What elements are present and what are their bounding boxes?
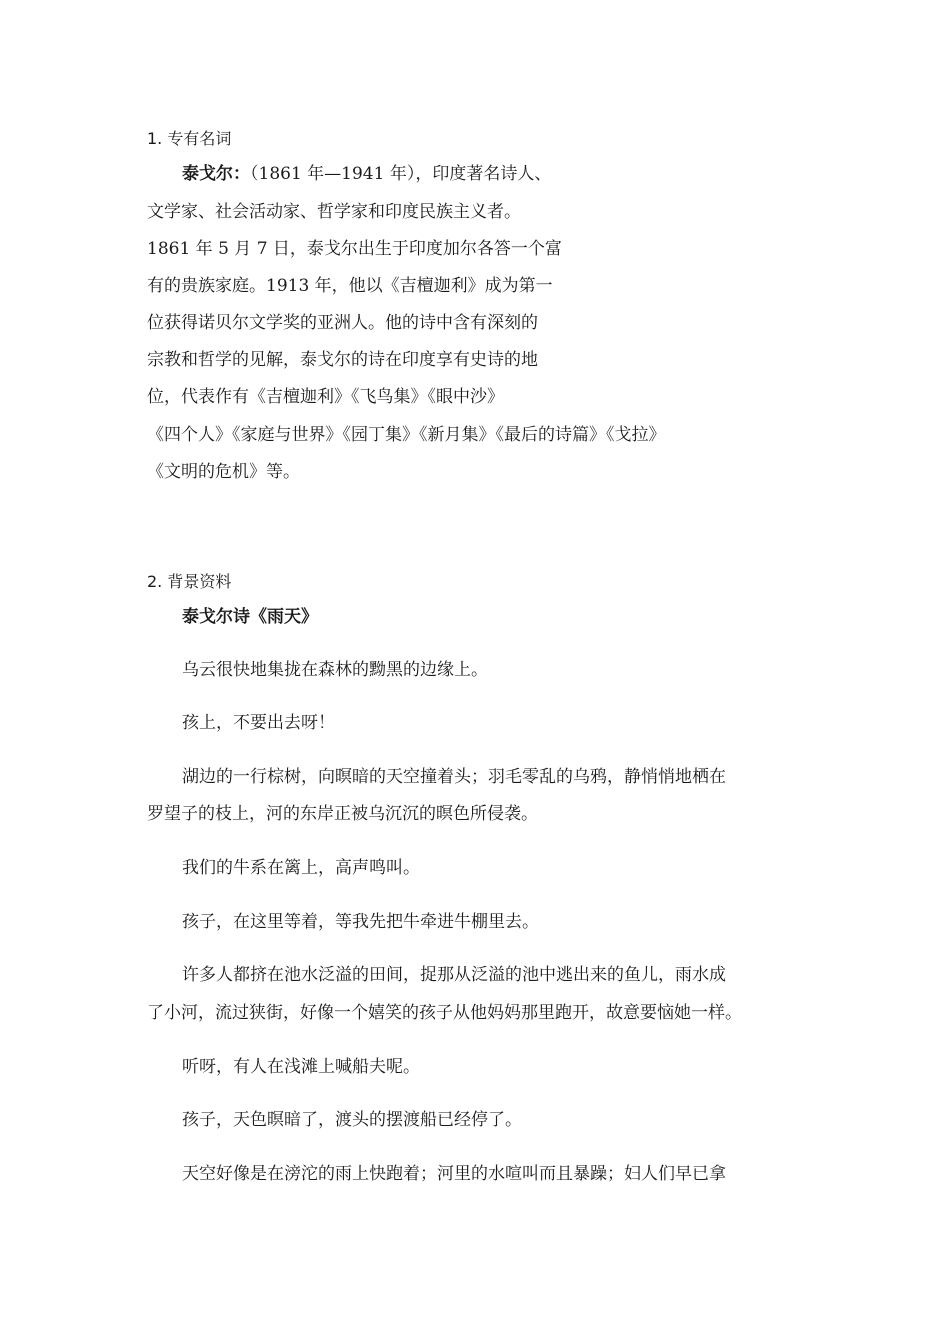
poem-line: 许多人都挤在池水泛溢的田间，捉那从泛溢的池中逃出来的鱼儿，雨水成 bbox=[182, 965, 726, 985]
poem-line: 孩上，不要出去呀！ bbox=[182, 713, 335, 733]
term-line: 《四个人》《家庭与世界》《园丁集》《新月集》《最后的诗篇》《戈拉》 bbox=[147, 425, 666, 445]
term-paragraph-first-line bbox=[182, 162, 551, 186]
section-1-heading: 1. 专有名词 bbox=[147, 129, 232, 148]
term-line: 《文明的危机》等。 bbox=[147, 462, 300, 482]
poem-line: 了小河，流过狭街，好像一个嬉笑的孩子从他妈妈那里跑开，故意要恼她一样。 bbox=[147, 1003, 742, 1023]
term-line: 宗教和哲学的见解，泰戈尔的诗在印度享有史诗的地 bbox=[147, 350, 538, 370]
poem-line: 罗望子的枝上，河的东岸正被乌沉沉的暝色所侵袭。 bbox=[147, 804, 538, 824]
section-2-heading: 2. 背景资料 bbox=[147, 572, 232, 591]
term-line: 位，代表作有《吉檀迦利》《飞鸟集》《眼中沙》 bbox=[147, 387, 504, 407]
term-line: 文学家、社会活动家、哲学家和印度民族主义者。 bbox=[147, 202, 521, 222]
poem-line: 湖边的一行棕树，向暝暗的天空撞着头；羽毛零乱的乌鸦，静悄悄地栖在 bbox=[182, 767, 726, 787]
poem-title: 泰戈尔诗《雨天》 bbox=[182, 607, 318, 627]
poem-line: 我们的牛系在篱上，高声鸣叫。 bbox=[182, 858, 420, 878]
poem-line: 孩子，在这里等着，等我先把牛牵进牛棚里去。 bbox=[182, 912, 539, 932]
term-text: （1861 年—1941 年），印度著名诗人、 bbox=[250, 164, 552, 184]
term-name: 泰戈尔： bbox=[182, 164, 250, 184]
poem-line: 乌云很快地集拢在森林的黝黑的边缘上。 bbox=[182, 660, 488, 680]
term-line: 有的贵族家庭。1913 年，他以《吉檀迦利》成为第一 bbox=[147, 276, 553, 296]
poem-line: 天空好像是在滂沱的雨上快跑着；河里的水喧叫而且暴躁；妇人们早已拿 bbox=[182, 1164, 726, 1184]
term-line: 1861 年 5 月 7 日，泰戈尔出生于印度加尔各答一个富 bbox=[147, 239, 562, 259]
term-line: 位获得诺贝尔文学奖的亚洲人。他的诗中含有深刻的 bbox=[147, 313, 538, 333]
poem-line: 孩子，天色暝暗了，渡头的摆渡船已经停了。 bbox=[182, 1110, 522, 1130]
poem-line: 听呀，有人在浅滩上喊船夫呢。 bbox=[182, 1057, 420, 1077]
